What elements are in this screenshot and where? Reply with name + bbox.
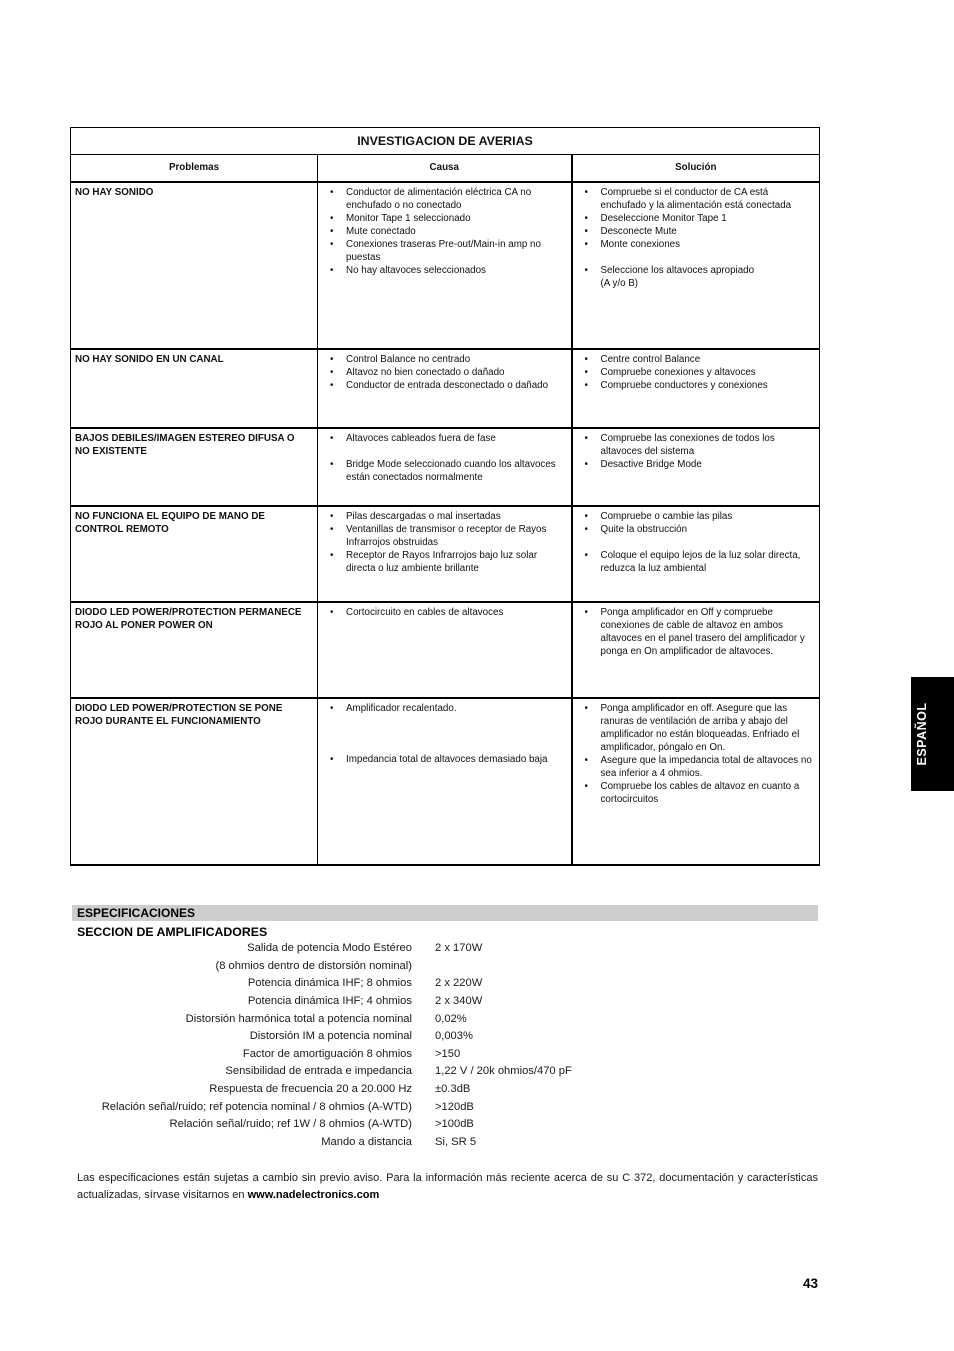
solution-item: • Ponga amplificador en Off y compruebe conexiones de cable de altavoz en ambos altavoces en el panel trasero del amplificador y ponga en On amplificador de altavoces. [585,606,820,658]
column-header-problems: Problemas [71,155,318,183]
cause-item: • Bridge Mode seleccionado cuando los altavoces están conectados normalmente [330,458,571,484]
spec-label: Sensibilidad de entrada e impedancia [225,1065,412,1078]
cause-list [330,432,571,484]
spec-row [0,940,954,958]
spec-value: 0,003% [435,1030,473,1043]
cause-list [330,606,571,619]
cause-list [330,353,571,392]
problem-text: DIODO LED POWER/PROTECTION SE PONE ROJO DURANTE EL FUNCIONAMIENTO [75,703,283,727]
footer-note-line-1: Las especificaciones están sujetas a cambio sin previo aviso. Para la información más reciente acerca de su C 372, documentación y características [77,1172,818,1184]
language-tab-label: ESPAÑOL [915,702,929,766]
specifications-list [0,940,954,1152]
spec-value: >100dB [435,1118,474,1131]
problem-text: BAJOS DEBILES/IMAGEN ESTEREO DIFUSA O NO EXISTENTE [75,433,295,457]
table-title-row [71,128,820,155]
solution-item: • Desconecte Mute [585,225,820,238]
problem-text: DIODO LED POWER/PROTECTION PERMANECE ROJO AL PONER POWER ON [75,607,302,631]
spec-label: (8 ohmios dentro de distorsión nominal) [215,959,412,972]
spec-label: Salida de potencia Modo Estéreo [247,942,412,954]
spec-label: Respuesta de frecuencia 20 a 20.000 Hz [209,1083,412,1095]
spec-row [0,1099,954,1117]
spec-value: >120dB [435,1100,474,1113]
spec-row [0,1116,954,1134]
cause-list [330,186,571,277]
specifications-heading-bar [72,905,818,921]
footer-note [77,1170,818,1204]
spec-label: Potencia dinámica IHF; 8 ohmios [247,977,412,990]
problem-cell [71,182,318,349]
solution-list [585,186,820,290]
solution-item: • Compruebe si el conductor de CA está enchufado y la alimentación está conectada [585,186,820,212]
solution-item: • Centre control Balance [585,353,820,366]
solution-item: • Deseleccione Monitor Tape 1 [585,212,820,225]
troubleshooting-table-body [71,182,820,865]
cause-item: • Pilas descargadas o mal insertadas [330,510,571,523]
problem-cell [71,602,318,698]
spec-value: 1,22 V / 20k ohmios/470 pF [435,1065,572,1078]
cause-cell [318,698,572,865]
problem-text: NO HAY SONIDO EN UN CANAL [75,354,224,365]
spec-row [0,1011,954,1029]
solution-item: • Ponga amplificador en off. Asegure que las ranuras de ventilación de arriba y abajo del amplificador no están bloqueadas. Enfriado el amplificador, póngalo en On. [585,702,820,754]
solution-cell [572,698,820,865]
table-row [71,349,820,428]
solution-item: • Quite la obstrucción [585,523,820,536]
spec-value: Si, SR 5 [435,1135,477,1148]
solution-cell [572,506,820,602]
solution-item: • Compruebe los cables de altavoz en cuanto a cortocircuitos [585,780,820,806]
amplifier-section-title: SECCION DE AMPLIFICADORES [77,925,268,939]
problem-text: NO FUNCIONA EL EQUIPO DE MANO DE CONTROL REMOTO [75,511,265,535]
footer-note-text: actualizadas, sírvase visitarnos en [77,1189,245,1201]
table-title: INVESTIGACION DE AVERIAS [71,128,820,155]
spec-row [0,975,954,993]
cause-item: • Receptor de Rayos Infrarrojos bajo luz solar directa o luz ambiente brillante [330,549,571,575]
cause-item: • No hay altavoces seleccionados [330,264,571,277]
spec-label: Potencia dinámica IHF; 4 ohmios [247,994,412,1007]
cause-list [330,702,571,766]
cause-item: • Cortocircuito en cables de altavoces [330,606,571,619]
solution-item: • Compruebe las conexiones de todos los altavoces del sistema [585,432,820,458]
problem-cell [71,428,318,506]
solution-cell [572,182,820,349]
cause-cell [318,349,572,428]
column-header-solution: Solución [572,155,820,183]
language-side-tab [911,677,954,791]
spec-row [0,958,954,976]
table-row [71,428,820,506]
cause-cell [318,428,572,506]
table-row [71,506,820,602]
cause-item: • Monitor Tape 1 seleccionado [330,212,571,225]
page-number: 43 [802,1276,818,1291]
solution-cell [572,602,820,698]
solution-item: • Asegure que la impedancia total de altavoces no sea inferior a 4 ohmios. [585,754,820,780]
spec-row [0,993,954,1011]
problem-cell [71,698,318,865]
solution-list [585,353,820,392]
cause-cell [318,506,572,602]
spec-label: Distorsión IM a potencia nominal [249,1030,412,1043]
solution-item: • Monte conexiones [585,238,820,251]
cause-item: • Conductor de entrada desconectado o dañado [330,379,571,392]
spec-row [0,1028,954,1046]
cause-item: • Altavoces cableados fuera de fase [330,432,571,445]
spec-row [0,1081,954,1099]
solution-item: • Desactive Bridge Mode [585,458,820,471]
spec-value: 2 x 170W [435,942,483,954]
spec-value: ±0.3dB [435,1083,471,1095]
spec-label: Factor de amortiguación 8 ohmios [242,1047,412,1060]
cause-item: • Altavoz no bien conectado o dañado [330,366,571,379]
spec-label: Mando a distancia [321,1135,412,1148]
solution-item: • Compruebe o cambie las pilas [585,510,820,523]
spec-value: >150 [435,1047,461,1060]
spec-row [0,1063,954,1081]
solution-item: • Coloque el equipo lejos de la luz solar directa, reduzca la luz ambiental [585,549,820,575]
cause-item: • Amplificador recalentado. [330,702,571,715]
solution-item: • Compruebe conexiones y altavoces [585,366,820,379]
table-header-row [71,155,820,183]
spec-label: Relación señal/ruido; ref potencia nominal / 8 ohmios (A-WTD) [101,1100,412,1113]
solution-item: • Seleccione los altavoces apropiado (A y/o B) [585,264,820,290]
cause-item: • Conductor de alimentación eléctrica CA no enchufado o no conectado [330,186,571,212]
cause-item: • Mute conectado [330,225,571,238]
troubleshooting-table [70,127,820,866]
solution-list [585,702,820,806]
spec-row [0,1046,954,1064]
table-row [71,182,820,349]
solution-item: • Compruebe conductores y conexiones [585,379,820,392]
column-header-cause: Causa [318,155,572,183]
cause-list [330,510,571,575]
cause-item: • Impedancia total de altavoces demasiado baja [330,753,571,766]
solution-cell [572,428,820,506]
cause-item: • Ventanillas de transmisor o receptor de Rayos Infrarrojos obstruidas [330,523,571,549]
website-link[interactable]: www.nadelectronics.com [247,1189,380,1201]
spec-value: 2 x 340W [435,994,483,1007]
spec-value: 2 x 220W [435,977,483,990]
problem-cell [71,349,318,428]
cause-item: • Conexiones traseras Pre-out/Main-in amp no puestas [330,238,571,264]
spec-value: 0,02% [435,1012,467,1025]
problem-cell [71,506,318,602]
table-row [71,698,820,865]
solution-list [585,432,820,471]
cause-cell [318,182,572,349]
footer-note-line-2 [77,1187,818,1204]
cause-cell [318,602,572,698]
spec-label: Distorsión harmónica total a potencia nominal [185,1012,412,1025]
solution-list [585,606,820,658]
spec-label: Relación señal/ruido; ref 1W / 8 ohmios (A-WTD) [169,1118,412,1131]
spec-row [0,1134,954,1152]
table-row [71,602,820,698]
cause-item: • Control Balance no centrado [330,353,571,366]
problem-text: NO HAY SONIDO [75,187,154,198]
specifications-heading: ESPECIFICACIONES [77,906,196,920]
solution-cell [572,349,820,428]
solution-list [585,510,820,575]
